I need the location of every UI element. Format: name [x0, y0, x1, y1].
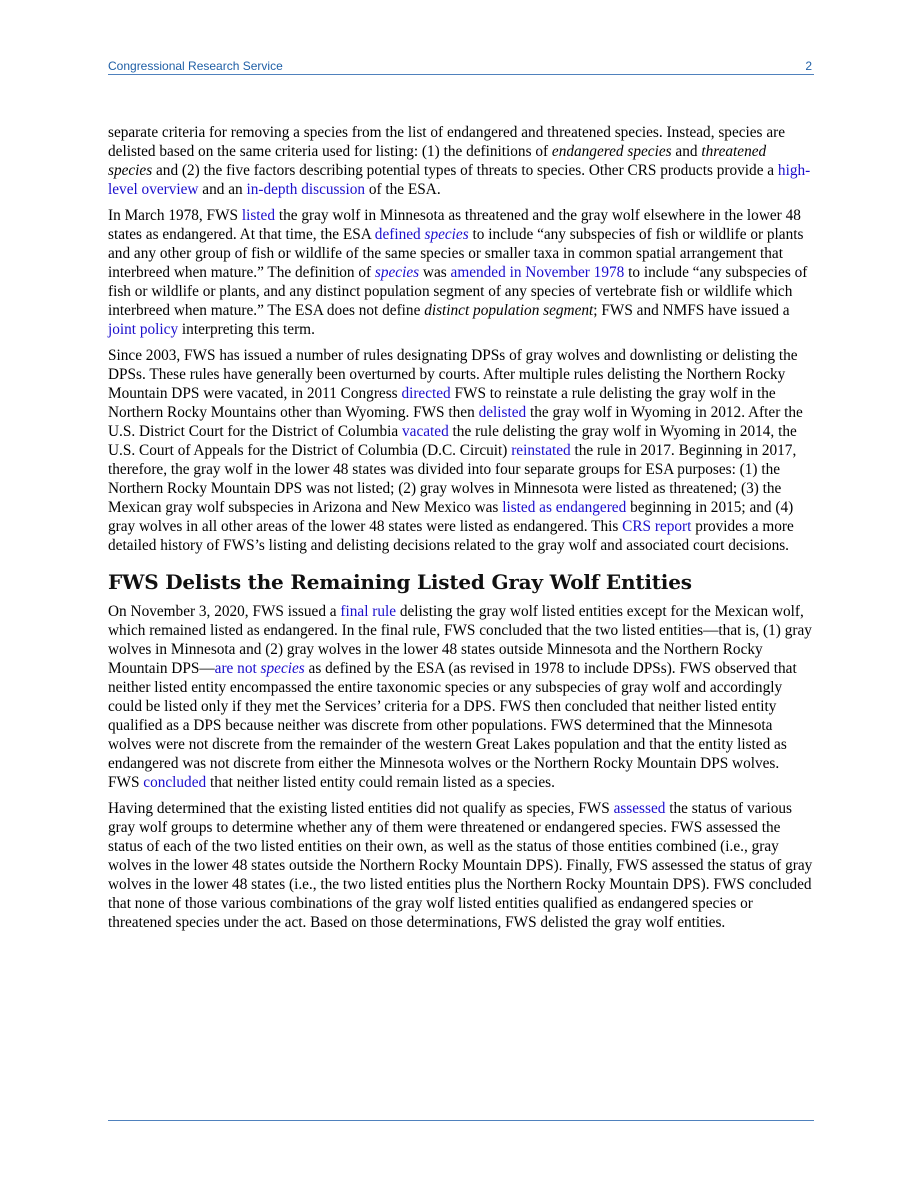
page-header — [108, 57, 814, 75]
link-assessed[interactable]: assessed — [613, 800, 666, 817]
text: provides a more detailed history of FWS’s listing and delisting decisions related to the gray wolf and associated court decisions. — [108, 518, 794, 554]
text: was — [419, 264, 451, 281]
link-joint-policy[interactable]: joint policy — [108, 321, 179, 338]
link-concluded[interactable]: concluded — [143, 774, 207, 791]
text: of the ESA. — [365, 181, 441, 198]
text: as defined by the ESA (as revised in 1978 to include DPSs). FWS observed that neither listed entity encompassed the entire taxonomic species or any subspecies of gray wolf and accordingly could be listed only if they met the Services’ criteria for a DPS. FWS then concluded that neither listed entity qualified as a DPS because neither was discrete from other populations. FWS determined that the Minnesota wolves were not discrete from the remainder of the western Great Lakes population and that the entity listed as endangered was not discrete from either the Minnesota wolves or the Northern Rocky Mountain DPS wolves. FWS — [108, 660, 797, 791]
footer-divider — [108, 1120, 814, 1121]
section-heading: FWS Delists the Remaining Listed Gray Wolf Entities — [108, 570, 692, 594]
document-body — [108, 123, 814, 939]
link-directed[interactable]: directed — [401, 385, 451, 402]
link-listed[interactable]: listed — [241, 207, 275, 224]
link-delisted[interactable]: delisted — [478, 404, 527, 421]
link-listed-as-endangered[interactable]: listed as endangered — [502, 499, 627, 516]
link-text: defined — [374, 226, 425, 243]
link-reinstated[interactable]: reinstated — [511, 442, 571, 459]
header-org-name: Congressional Research Service — [108, 59, 283, 73]
paragraph-esa-delisting-criteria — [108, 123, 814, 199]
text: the rule delisting the gray wolf in Wyoming in 2014, the U.S. Court of Appeals for the District of Columbia (D.C. Circuit) — [108, 423, 797, 459]
text: On November 3, 2020, FWS issued a — [108, 603, 341, 620]
text: and an — [198, 181, 247, 198]
paragraph-status-assessment — [108, 799, 814, 932]
text: In March 1978, FWS — [108, 207, 242, 224]
link-high-level-overview[interactable]: high-level overview — [108, 162, 811, 198]
term-distinct-population-segment: distinct population segment — [424, 302, 594, 319]
text: the status of various gray wolf groups to determine whether any of them were threatened or endangered species. FWS assessed the status of each of the two listed entities on their own, as well as the status of those entities combined (i.e., gray wolves in the lower 48 states outside the Northern Rocky Mountain DPS). Finally, FWS assessed the status of gray wolves in the lower 48 states (i.e., the two listed entities plus the Northern Rocky Mountain DPS). FWS concluded that none of those various combinations of the gray wolf listed entities qualified as endangered species or threatened species under the act. Based on those determinations, FWS delisted the gray wolf entities. — [108, 800, 813, 931]
text: separate criteria for removing a species from the list of endangered and threatened species. Instead, species are delisted based on the same criteria used for listing: (1) the definitions of — [108, 124, 786, 160]
text: FWS to reinstate a rule delisting the gray wolf in the Northern Rocky Mountains other than Wyoming. FWS then — [108, 385, 776, 421]
text: Having determined that the existing listed entities did not qualify as species, FWS — [108, 800, 614, 817]
text: ; FWS and NMFS have issued a — [593, 302, 790, 319]
term-endangered-species: endangered species — [551, 143, 672, 160]
text: to include “any subspecies of fish or wildlife or plants, and any distinct population segment of any species of vertebrate fish or wildlife which interbreed when mature.” The ESA does not define — [108, 264, 808, 319]
text: interpreting this term. — [178, 321, 315, 338]
link-text-italic: species — [374, 264, 420, 281]
link-species-definition[interactable] — [375, 264, 419, 281]
link-in-depth-discussion[interactable]: in-depth discussion — [246, 181, 366, 198]
link-final-rule[interactable]: final rule — [340, 603, 397, 620]
text: delisting the gray wolf listed entities except for the Mexican wolf, which remained listed as endangered. In the final rule, FWS concluded that the two listed entities—that is, (1) gray wolves in Minnesota and (2) gray wolves in the lower 48 states outside Minnesota and the Northern Rocky Mountain DPS— — [108, 603, 812, 677]
text: that neither listed entity could remain listed as a species. — [206, 774, 555, 791]
paragraph-final-rule — [108, 602, 814, 792]
link-amended-november-1978[interactable]: amended in November 1978 — [450, 264, 625, 281]
link-crs-report[interactable]: CRS report — [622, 518, 692, 535]
text: Since 2003, FWS has issued a number of rules designating DPSs of gray wolves and downlisting or delisting the DPSs. These rules have generally been overturned by courts. After multiple rules delisting the Northern Rocky Mountain DPS were vacated, in 2011 Congress — [108, 347, 798, 402]
term-threatened-species: threatened species — [108, 143, 767, 179]
text: to include “any subspecies of fish or wildlife or plants and any other group of fish or wildlife of the same species or smaller taxa in common spatial arrangement that interbreed when mature.” The definition of — [108, 226, 804, 281]
paragraph-1978-listing — [108, 206, 814, 339]
text: the gray wolf in Wyoming in 2012. After the U.S. District Court for the District of Columbia — [108, 404, 803, 440]
link-text-italic: species — [424, 226, 469, 243]
text: the rule in 2017. Beginning in 2017, therefore, the gray wolf in the lower 48 states was divided into four separate groups for ESA purposes: (1) the Northern Rocky Mountain DPS was not listed; (2) gray wolves in Minnesota were listed as threatened; (3) the Mexican gray wolf subspecies in Arizona and New Mexico was — [108, 442, 797, 516]
text: beginning in 2015; and (4) gray wolves in all other areas of the lower 48 states were listed as endangered. This — [108, 499, 794, 535]
page-number: 2 — [805, 59, 812, 73]
text: and — [671, 143, 702, 160]
paragraph-dps-history — [108, 346, 814, 555]
link-text: are not — [214, 660, 261, 677]
link-vacated[interactable]: vacated — [402, 423, 449, 440]
text: and (2) the five factors describing potential types of threats to species. Other CRS products provide a — [152, 162, 778, 179]
link-defined-species[interactable] — [375, 226, 469, 243]
link-text-italic: species — [260, 660, 305, 677]
link-are-not-species[interactable] — [215, 660, 305, 677]
text: the gray wolf in Minnesota as threatened and the gray wolf elsewhere in the lower 48 states as endangered. At that time, the ESA — [108, 207, 801, 243]
